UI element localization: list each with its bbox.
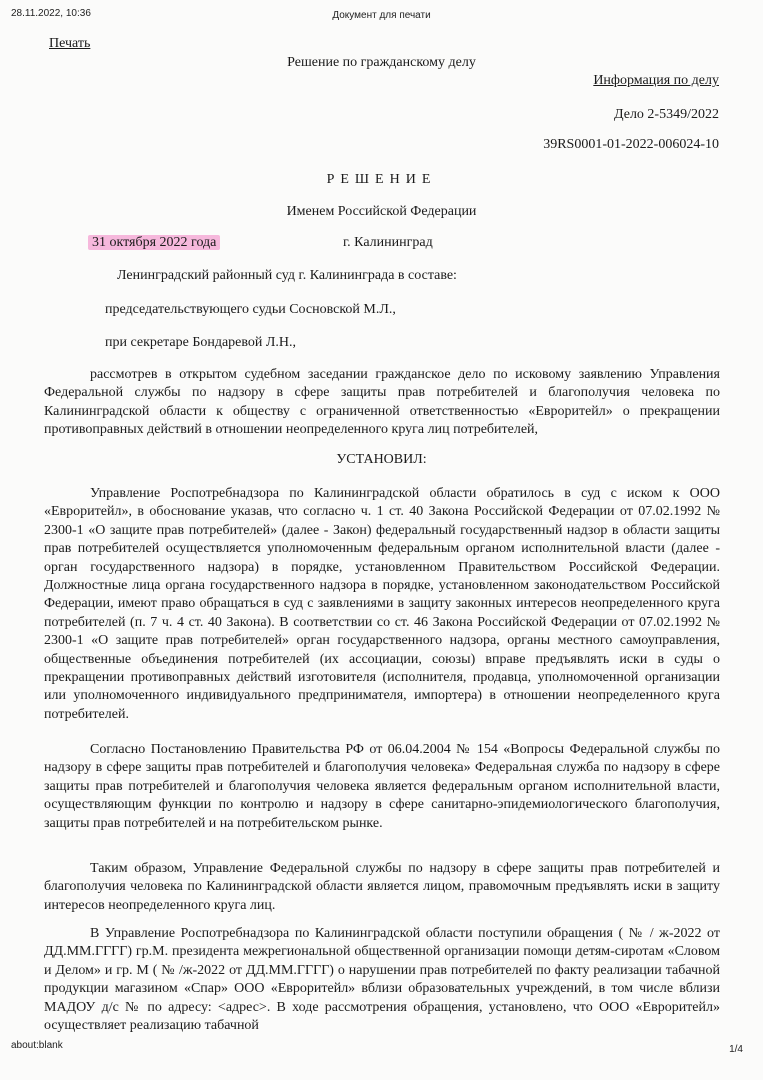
court-line-1: Ленинградский районный суд г. Калининграда в составе:	[117, 268, 457, 283]
established-heading: УСТАНОВИЛ:	[336, 452, 427, 467]
date-highlight: 31 октября 2022 года	[88, 235, 220, 250]
decision-date	[92, 235, 220, 251]
print-datetime: 28.11.2022, 10:36	[11, 8, 91, 19]
print-header-title: Документ для печати	[332, 10, 431, 21]
intro-paragraph: рассмотрев в открытом судебном заседании гражданское дело по исковому заявлению Управления Федеральной службы по надзору в сфере защиты прав потребителей и благополучия человека по Калининградской области к обществу с ограниченной ответственностью «Евроритейл» о прекращении противоправных действий в отношении неопределенного круга лиц потребителей,	[44, 367, 720, 438]
body-paragraph-1: Управление Роспотребнадзора по Калининградской области обратилось в суд с иском к ООО «Евроритейл», в обоснование указав, что согласно ч. 1 ст. 40 Закона Российской Федерации от 07.02.1992 № 2300-1 «О защите прав потребителей» (далее - Закон) федеральный государственный надзор в области защиты прав потребителей осуществляется уполномоченным федеральным органом исполнительной власти (далее - орган государственного надзора) в порядке, установленном Правительством Российской Федерации. Должностные лица органа государственного надзора в порядке, установленном законодательством Российской Федерации, имеют право обращаться в суд с заявлениями в защиту законных интересов неопределенного круга потребителей (п. 7 ч. 4 ст. 40 Закона). В соответствии со ст. 46 Закона Российской Федерации от 07.02.1992 № 2300-1 «О защите прав потребителей» орган государственного надзора, органы местного самоуправления, общественные объединения потребителей (их ассоциации, союзы) вправе предъявлять иски в суды о прекращении противоправных действий изготовителя (исполнителя, продавца, уполномоченной организации или уполномоченного индивидуального предпринимателя, импортера) в отношении неопределенного круга потребителей.	[44, 486, 720, 722]
court-line-2: председательствующего судьи Сосновской М.Л.,	[105, 302, 396, 317]
decision-heading: РЕШЕНИЕ	[326, 172, 437, 187]
body-paragraph-2: Согласно Постановлению Правительства РФ от 06.04.2004 № 154 «Вопросы Федеральной службы по надзору в сфере защиты прав потребителей и благополучия человека» Федеральная служба по надзору в сфере защиты прав потребителей и благополучия человека является федеральным органом исполнительной власти, осуществляющим функции по контролю и надзору в сфере санитарно-эпидемиологического благополучия, защиты прав потребителей и на потребительском рынке.	[44, 742, 720, 831]
print-link[interactable]: Печать	[49, 36, 91, 51]
court-line-3: при секретаре Бондаревой Л.Н.,	[105, 335, 297, 350]
footer-page: 1/4	[729, 1044, 743, 1055]
body-paragraph-4: В Управление Роспотребнадзора по Калининградской области поступили обращения ( № / ж-2022 от ДД.ММ.ГГГГ) гр.М. президента межрегиональной общественной организации помощи детям-сиротам «Словом и Делом» и гр. М ( № /ж-2022 от ДД.ММ.ГГГГ) о нарушении прав потребителей по факту реализации табачной продукции магазином «Спар» ООО «Евроритейл» вблизи образовательных учреждений, в том числе вблизи МАДОУ д/с № по адресу: <адрес>. В ходе рассмотрения обращения, установлено, что ООО «Евроритейл» осуществляет реализацию табачной	[44, 926, 720, 1034]
doc-title: Решение по гражданскому делу	[287, 55, 476, 70]
footer-url: about:blank	[11, 1040, 63, 1051]
decision-subheading: Именем Российской Федерации	[286, 204, 477, 219]
decision-city: г. Калининград	[343, 235, 433, 250]
body-paragraph-3: Таким образом, Управление Федеральной службы по надзору в сфере защиты прав потребителей и благополучия человека по Калининградской области является лицом, правомочным предъявлять иски в защиту интересов неопределенного круга лиц.	[44, 861, 720, 913]
case-info-link[interactable]: Информация по делу	[593, 73, 719, 88]
case-number: Дело 2-5349/2022	[614, 107, 719, 122]
case-uid: 39RS0001-01-2022-006024-10	[543, 137, 719, 152]
